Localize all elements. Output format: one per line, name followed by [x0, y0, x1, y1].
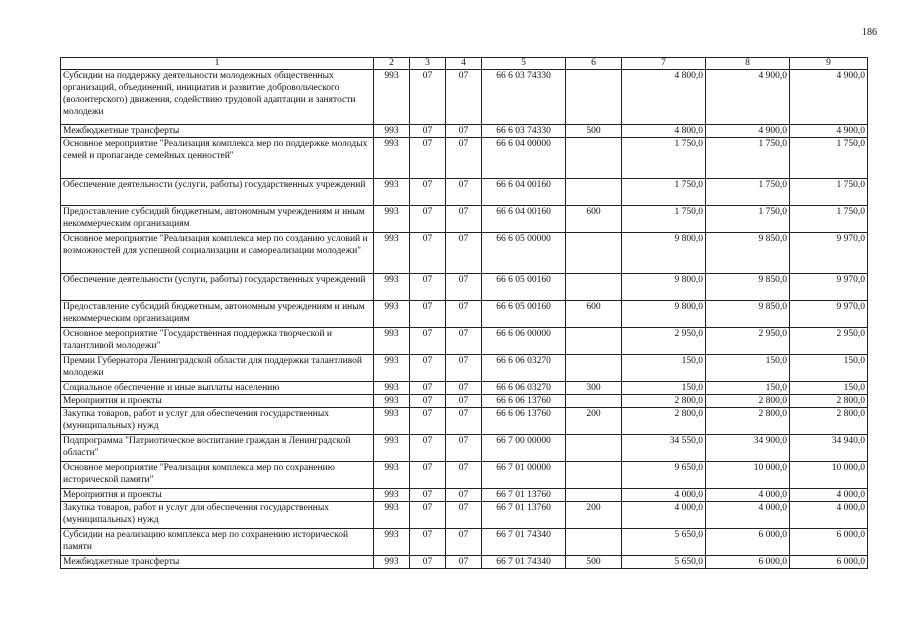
cell-subsection: 07: [446, 408, 482, 435]
table-row: [61, 462, 868, 489]
row-name: Субсидии на поддержку деятельности молодежных общественных организаций, объединений, инициатив и развитие добровольческого (волонтерского) движения, содействию трудовой адаптации и занятости молодежи: [61, 70, 374, 125]
column-header: 7: [622, 58, 706, 70]
cell-section: 07: [410, 355, 446, 382]
table-row: [61, 301, 868, 328]
cell-amount-year2: 1 750,0: [706, 179, 790, 206]
cell-target-article: 66 6 04 00160: [482, 206, 566, 233]
cell-expense-type: [566, 138, 622, 179]
cell-amount-year1: 2 950,0: [622, 328, 706, 355]
table-row: [61, 408, 868, 435]
row-name: Социальное обеспечение и иные выплаты населению: [61, 382, 374, 395]
row-name: Подпрограмма "Патриотическое воспитание граждан в Ленинградской области": [61, 435, 374, 462]
cell-expense-type: [566, 179, 622, 206]
cell-expense-type: [566, 489, 622, 502]
cell-subsection: 07: [446, 206, 482, 233]
cell-amount-year1: 5 650,0: [622, 529, 706, 556]
cell-target-article: 66 6 06 13760: [482, 395, 566, 408]
row-name: Межбюджетные трансферты: [61, 556, 374, 569]
cell-amount-year2: 9 850,0: [706, 233, 790, 274]
cell-amount-year3: 1 750,0: [790, 206, 868, 233]
cell-section: 07: [410, 502, 446, 529]
cell-section: 07: [410, 274, 446, 301]
cell-amount-year3: 6 000,0: [790, 556, 868, 569]
row-name: Закупка товаров, работ и услуг для обеспечения государственных (муниципальных) нужд: [61, 502, 374, 529]
cell-amount-year3: 9 970,0: [790, 233, 868, 274]
cell-amount-year2: 4 000,0: [706, 489, 790, 502]
cell-amount-year3: 4 000,0: [790, 502, 868, 529]
cell-amount-year1: 9 800,0: [622, 274, 706, 301]
cell-amount-year1: 2 800,0: [622, 408, 706, 435]
cell-target-article: 66 6 03 74330: [482, 125, 566, 138]
cell-target-article: 66 7 01 00000: [482, 462, 566, 489]
cell-amount-year2: 9 850,0: [706, 274, 790, 301]
table-row: [61, 233, 868, 274]
cell-amount-year1: 1 750,0: [622, 138, 706, 179]
row-name: Основное мероприятие "Реализация комплекса мер по сохранению исторической памяти": [61, 462, 374, 489]
cell-amount-year1: 34 550,0: [622, 435, 706, 462]
table-row: [61, 179, 868, 206]
row-name: Основное мероприятие "Реализация комплекса мер по поддержке молодых семей и пропаганде семейных ценностей": [61, 138, 374, 179]
cell-code: 993: [374, 382, 410, 395]
cell-section: 07: [410, 206, 446, 233]
cell-subsection: 07: [446, 529, 482, 556]
cell-amount-year3: 1 750,0: [790, 179, 868, 206]
cell-section: 07: [410, 179, 446, 206]
cell-amount-year3: 4 900,0: [790, 125, 868, 138]
cell-subsection: 07: [446, 395, 482, 408]
cell-expense-type: 500: [566, 556, 622, 569]
table-row: [61, 529, 868, 556]
row-name: Обеспечение деятельности (услуги, работы) государственных учреждений: [61, 179, 374, 206]
cell-amount-year1: 4 000,0: [622, 502, 706, 529]
cell-expense-type: 600: [566, 206, 622, 233]
cell-code: 993: [374, 206, 410, 233]
cell-amount-year2: 4 900,0: [706, 125, 790, 138]
cell-target-article: 66 6 06 03270: [482, 382, 566, 395]
cell-expense-type: [566, 328, 622, 355]
cell-target-article: 66 7 01 74340: [482, 529, 566, 556]
cell-code: 993: [374, 489, 410, 502]
cell-amount-year2: 2 950,0: [706, 328, 790, 355]
cell-target-article: 66 6 03 74330: [482, 70, 566, 125]
column-header: 3: [410, 58, 446, 70]
cell-section: 07: [410, 395, 446, 408]
cell-expense-type: [566, 355, 622, 382]
cell-expense-type: [566, 233, 622, 274]
cell-amount-year1: 9 650,0: [622, 462, 706, 489]
cell-amount-year2: 4 000,0: [706, 502, 790, 529]
cell-amount-year1: 150,0: [622, 355, 706, 382]
cell-subsection: 07: [446, 70, 482, 125]
cell-section: 07: [410, 125, 446, 138]
cell-amount-year2: 150,0: [706, 382, 790, 395]
cell-amount-year2: 10 000,0: [706, 462, 790, 489]
cell-code: 993: [374, 462, 410, 489]
cell-section: 07: [410, 328, 446, 355]
cell-section: 07: [410, 489, 446, 502]
cell-subsection: 07: [446, 233, 482, 274]
cell-section: 07: [410, 233, 446, 274]
column-header: 8: [706, 58, 790, 70]
cell-amount-year2: 4 900,0: [706, 70, 790, 125]
cell-code: 993: [374, 233, 410, 274]
cell-amount-year3: 9 970,0: [790, 301, 868, 328]
cell-target-article: 66 6 04 00000: [482, 138, 566, 179]
cell-expense-type: 300: [566, 382, 622, 395]
cell-amount-year3: 2 800,0: [790, 395, 868, 408]
cell-code: 993: [374, 179, 410, 206]
cell-amount-year2: 34 900,0: [706, 435, 790, 462]
cell-amount-year3: 10 000,0: [790, 462, 868, 489]
cell-amount-year1: 150,0: [622, 382, 706, 395]
cell-code: 993: [374, 556, 410, 569]
budget-table: [60, 57, 868, 569]
cell-expense-type: 200: [566, 502, 622, 529]
cell-amount-year3: 4 900,0: [790, 70, 868, 125]
cell-section: 07: [410, 408, 446, 435]
table-row: [61, 206, 868, 233]
row-name: Межбюджетные трансферты: [61, 125, 374, 138]
row-name: Предоставление субсидий бюджетным, автономным учреждениям и иным некоммерческим организациям: [61, 301, 374, 328]
cell-subsection: 07: [446, 462, 482, 489]
cell-code: 993: [374, 408, 410, 435]
column-header: 6: [566, 58, 622, 70]
cell-amount-year1: 4 000,0: [622, 489, 706, 502]
cell-target-article: 66 7 01 74340: [482, 556, 566, 569]
cell-amount-year1: 2 800,0: [622, 395, 706, 408]
cell-amount-year1: 4 800,0: [622, 125, 706, 138]
cell-subsection: 07: [446, 125, 482, 138]
cell-code: 993: [374, 529, 410, 556]
cell-code: 993: [374, 502, 410, 529]
cell-amount-year3: 4 000,0: [790, 489, 868, 502]
cell-expense-type: [566, 529, 622, 556]
column-header: 2: [374, 58, 410, 70]
cell-amount-year2: 9 850,0: [706, 301, 790, 328]
cell-expense-type: [566, 462, 622, 489]
cell-subsection: 07: [446, 328, 482, 355]
cell-section: 07: [410, 529, 446, 556]
cell-subsection: 07: [446, 179, 482, 206]
cell-expense-type: [566, 274, 622, 301]
table-header-row: [61, 58, 868, 70]
table-row: [61, 435, 868, 462]
cell-amount-year2: 150,0: [706, 355, 790, 382]
cell-amount-year1: 4 800,0: [622, 70, 706, 125]
cell-code: 993: [374, 274, 410, 301]
cell-target-article: 66 7 00 00000: [482, 435, 566, 462]
cell-subsection: 07: [446, 502, 482, 529]
cell-section: 07: [410, 435, 446, 462]
cell-target-article: 66 6 04 00160: [482, 179, 566, 206]
cell-code: 993: [374, 355, 410, 382]
cell-subsection: 07: [446, 489, 482, 502]
row-name: Основное мероприятие "Реализация комплекса мер по созданию условий и возможностей для успешной социализации и самореализации молодежи": [61, 233, 374, 274]
cell-code: 993: [374, 328, 410, 355]
cell-target-article: 66 6 05 00000: [482, 233, 566, 274]
cell-target-article: 66 7 01 13760: [482, 502, 566, 529]
cell-target-article: 66 6 06 00000: [482, 328, 566, 355]
cell-expense-type: 600: [566, 301, 622, 328]
cell-target-article: 66 7 01 13760: [482, 489, 566, 502]
table-row: [61, 328, 868, 355]
cell-amount-year3: 34 940,0: [790, 435, 868, 462]
cell-target-article: 66 6 05 00160: [482, 301, 566, 328]
cell-section: 07: [410, 462, 446, 489]
cell-subsection: 07: [446, 301, 482, 328]
cell-amount-year1: 5 650,0: [622, 556, 706, 569]
cell-expense-type: [566, 435, 622, 462]
cell-code: 993: [374, 301, 410, 328]
cell-section: 07: [410, 138, 446, 179]
cell-subsection: 07: [446, 355, 482, 382]
cell-amount-year1: 9 800,0: [622, 233, 706, 274]
table-row: [61, 70, 868, 125]
table-row: [61, 138, 868, 179]
cell-subsection: 07: [446, 556, 482, 569]
row-name: Субсидии на реализацию комплекса мер по сохранению исторической памяти: [61, 529, 374, 556]
cell-amount-year3: 150,0: [790, 382, 868, 395]
cell-section: 07: [410, 382, 446, 395]
cell-amount-year2: 1 750,0: [706, 138, 790, 179]
table-row: [61, 489, 868, 502]
cell-target-article: 66 6 05 00160: [482, 274, 566, 301]
table-row: [61, 125, 868, 138]
table-row: [61, 274, 868, 301]
cell-amount-year3: 1 750,0: [790, 138, 868, 179]
cell-code: 993: [374, 395, 410, 408]
row-name: Основное мероприятие "Государственная поддержка творческой и талантливой молодежи": [61, 328, 374, 355]
cell-section: 07: [410, 301, 446, 328]
page-number: 186: [862, 27, 877, 38]
cell-subsection: 07: [446, 274, 482, 301]
cell-amount-year2: 2 800,0: [706, 408, 790, 435]
row-name: Обеспечение деятельности (услуги, работы) государственных учреждений: [61, 274, 374, 301]
row-name: Мероприятия и проекты: [61, 395, 374, 408]
cell-subsection: 07: [446, 138, 482, 179]
cell-section: 07: [410, 556, 446, 569]
table-row: [61, 382, 868, 395]
cell-subsection: 07: [446, 435, 482, 462]
cell-amount-year1: 1 750,0: [622, 179, 706, 206]
cell-subsection: 07: [446, 382, 482, 395]
table-row: [61, 355, 868, 382]
cell-amount-year2: 1 750,0: [706, 206, 790, 233]
cell-expense-type: 500: [566, 125, 622, 138]
cell-code: 993: [374, 70, 410, 125]
cell-expense-type: [566, 395, 622, 408]
row-name: Премии Губернатора Ленинградской области для поддержки талантливой молодежи: [61, 355, 374, 382]
cell-code: 993: [374, 435, 410, 462]
column-header: 4: [446, 58, 482, 70]
cell-amount-year3: 2 950,0: [790, 328, 868, 355]
row-name: Закупка товаров, работ и услуг для обеспечения государственных (муниципальных) нужд: [61, 408, 374, 435]
cell-expense-type: 200: [566, 408, 622, 435]
cell-code: 993: [374, 125, 410, 138]
cell-amount-year1: 9 800,0: [622, 301, 706, 328]
cell-amount-year1: 1 750,0: [622, 206, 706, 233]
column-header: 5: [482, 58, 566, 70]
cell-amount-year2: 6 000,0: [706, 529, 790, 556]
table-row: [61, 556, 868, 569]
row-name: Мероприятия и проекты: [61, 489, 374, 502]
column-header: 1: [61, 58, 374, 70]
cell-amount-year2: 2 800,0: [706, 395, 790, 408]
cell-code: 993: [374, 138, 410, 179]
table-row: [61, 502, 868, 529]
cell-amount-year2: 6 000,0: [706, 556, 790, 569]
cell-amount-year3: 150,0: [790, 355, 868, 382]
column-header: 9: [790, 58, 868, 70]
cell-section: 07: [410, 70, 446, 125]
cell-target-article: 66 6 06 03270: [482, 355, 566, 382]
cell-amount-year3: 6 000,0: [790, 529, 868, 556]
cell-target-article: 66 6 06 13760: [482, 408, 566, 435]
cell-amount-year3: 2 800,0: [790, 408, 868, 435]
row-name: Предоставление субсидий бюджетным, автономным учреждениям и иным некоммерческим организациям: [61, 206, 374, 233]
table-row: [61, 395, 868, 408]
cell-amount-year3: 9 970,0: [790, 274, 868, 301]
cell-expense-type: [566, 70, 622, 125]
